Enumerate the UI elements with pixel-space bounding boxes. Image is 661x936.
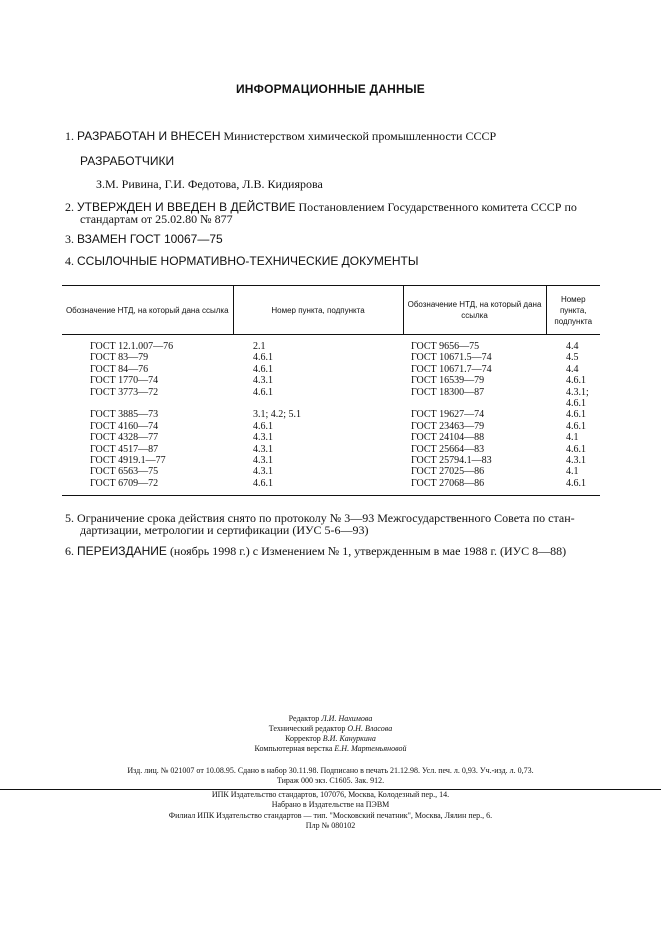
imprint-corrector [0,734,661,745]
table-row [62,444,600,455]
clause-number-cell: 4.3.1 [253,466,273,478]
ntd-designation-cell: ГОСТ 24104—88 [411,432,485,444]
ntd-designation-cell: ГОСТ 4160—74 [90,420,159,432]
ntd-designation-cell: ГОСТ 4919.1—77 [90,455,166,467]
ntd-designation-cell: ГОСТ 27025—86 [411,466,485,478]
table-row [62,432,600,443]
item-5-text: Ограничение срока действия снято по протоколу № 3—93 Межгосударственного Совета по стан- [77,511,575,525]
ntd-designation-cell: ГОСТ 19627—74 [411,409,485,421]
item-3-text: ВЗАМЕН ГОСТ 10067—75 [77,232,223,246]
ntd-designation-cell: ГОСТ 25664—83 [411,443,485,455]
table-row [62,341,600,352]
item-6 [65,544,566,558]
item-6-number: 6. [65,544,74,558]
ntd-designation-cell: ГОСТ 84—76 [90,363,149,375]
ntd-designation-cell: ГОСТ 4328—77 [90,432,159,444]
imprint-editor [0,714,661,725]
clause-number-cell: 4.6.1 [253,363,273,375]
item-2-caps: УТВЕРЖДЕН И ВВЕДЕН В ДЕЙСТВИЕ [77,200,296,214]
item-3-number: 3. [65,232,74,246]
publisher-line-2: Набрано в Издательстве на ПЭВМ [271,800,390,809]
item-6-caps: ПЕРЕИЗДАНИЕ [77,544,167,558]
imprint-tech-editor [0,724,661,735]
table-row [62,421,600,432]
ntd-designation-cell: ГОСТ 10671.7—74 [411,363,492,375]
clause-number-cell: 4.6.1 [566,477,586,489]
item-5-number: 5. [65,511,74,525]
clause-number-cell: 4.6.1 [566,409,586,421]
ntd-designation-cell: ГОСТ 9656—75 [411,341,480,352]
clause-number-cell: 4.3.1 [253,432,273,444]
editor-label: Редактор [288,714,322,723]
layout-name: Е.Н. Мартемьяновой [334,744,407,753]
clause-number-cell: 4.6.1 [253,477,273,489]
ntd-designation-cell: ГОСТ 3773—72 [90,386,159,398]
table-body [62,335,600,496]
ntd-designation-cell: ГОСТ 83—79 [90,352,149,364]
editor-name: Л.И. Нахимова [321,714,373,723]
ntd-designation-cell: ГОСТ 27068—86 [411,477,485,489]
header-clause-number-2: Номер пункта, подпункта [546,286,600,335]
reference-table [62,285,600,496]
ntd-designation-cell: ГОСТ 23463—79 [411,420,485,432]
clause-number-cell: 4.1 [566,432,579,444]
license-line-1: Изд. лиц. № 021007 от 10.08.95. Сдано в набор 30.11.98. Подписано в печать 21.12.98. Усл. печ. л. 0,93. Уч.-изд. л. 0,73. [127,766,534,775]
item-3 [65,232,223,246]
clause-number-cell: 4.5 [566,352,579,364]
item-4-number: 4. [65,254,74,268]
clause-number-cell: 4.3.1 [566,455,586,467]
header-ntd-designation-2: Обозначение НТД, на который дана ссылка [403,286,546,335]
imprint-layout [0,744,661,755]
corrector-label: Корректор [285,734,323,743]
table-row [62,364,600,375]
ntd-designation-cell: ГОСТ 10671.5—74 [411,352,492,364]
item-1 [65,129,496,143]
table-header-row [62,286,600,335]
developers-names: З.М. Ривина, Г.И. Федотова, Л.В. Кидиярова [96,177,323,191]
item-2-text-line2: стандартам от 25.02.80 № 877 [80,212,233,226]
page-title: ИНФОРМАЦИОННЫЕ ДАННЫЕ [235,82,426,96]
tech-editor-label: Технический редактор [268,724,348,733]
clause-number-cell: 4.3.1; 4.6.1 [566,386,589,410]
ntd-designation-cell: ГОСТ 6709—72 [90,477,159,489]
table-row [62,455,600,466]
table-row [62,409,600,420]
item-1-caps: РАЗРАБОТАН И ВНЕСЕН [77,129,221,143]
clause-number-cell: 4.6.1 [566,375,586,387]
layout-label: Компьютерная верстка [254,744,335,753]
item-4-text: ССЫЛОЧНЫЕ НОРМАТИВНО-ТЕХНИЧЕСКИЕ ДОКУМЕНТЫ [77,254,419,268]
clause-number-cell: 4.6.1 [566,420,586,432]
clause-number-cell: 4.3.1 [253,443,273,455]
header-clause-number-1: Номер пункта, подпункта [233,286,403,335]
table-row [62,466,600,477]
ntd-designation-cell: ГОСТ 25794.1—83 [411,455,492,467]
license-line-2: Тираж 000 экз. С1605. Зак. 912. [276,776,385,785]
clause-number-cell: 4.6.1 [253,420,273,432]
clause-number-cell: 4.4 [566,363,579,375]
item-2-text: Постановлением Государственного комитета СССР по [295,200,577,214]
publisher-line-4: Плр № 080102 [305,821,356,830]
table-row [62,352,600,363]
publisher-line-3: Филиал ИПК Издательство стандартов — тип. "Московский печатник", Москва, Лялин пер., 6. [168,811,493,820]
table-row [62,387,600,410]
table-row [62,478,600,489]
clause-number-cell: 4.3.1 [253,455,273,467]
clause-number-cell: 4.1 [566,466,579,478]
ntd-designation-cell: ГОСТ 1770—74 [90,375,159,387]
item-1-text: Министерством химической промышленности СССР [220,129,497,143]
item-1-number: 1. [65,129,74,143]
item-4 [65,254,419,268]
ntd-designation-cell: ГОСТ 4517—87 [90,443,159,455]
clause-number-cell: 4.3.1 [253,375,273,387]
table-row [62,375,600,386]
item-2-number: 2. [65,200,74,214]
developers-label: РАЗРАБОТЧИКИ [80,154,175,168]
ntd-designation-cell: ГОСТ 3885—73 [90,409,159,421]
ntd-designation-cell: ГОСТ 16539—79 [411,375,485,387]
clause-number-cell: 4.4 [566,341,579,352]
item-5-text-line2: дартизации, метрологии и сертификации (ИУС 5-6—93) [80,523,369,537]
clause-number-cell: 4.6.1 [253,352,273,364]
ntd-designation-cell: ГОСТ 12.1.007—76 [90,341,174,352]
clause-number-cell: 3.1; 4.2; 5.1 [253,409,302,421]
corrector-name: В.И. Кануркина [322,734,376,743]
header-ntd-designation-1: Обозначение НТД, на который дана ссылка [62,286,233,335]
ntd-designation-cell: ГОСТ 18300—87 [411,386,485,398]
clause-number-cell: 4.6.1 [566,443,586,455]
tech-editor-name: О.Н. Власова [347,724,393,733]
publisher-line-1: ИПК Издательство стандартов, 107076, Москва, Колодезный пер., 14. [211,790,450,799]
ntd-designation-cell: ГОСТ 6563—75 [90,466,159,478]
clause-number-cell: 4.6.1 [253,386,273,398]
item-6-text: (ноябрь 1998 г.) с Изменением № 1, утвержденным в мае 1988 г. (ИУС 8—88) [166,544,567,558]
clause-number-cell: 2.1 [253,341,266,352]
